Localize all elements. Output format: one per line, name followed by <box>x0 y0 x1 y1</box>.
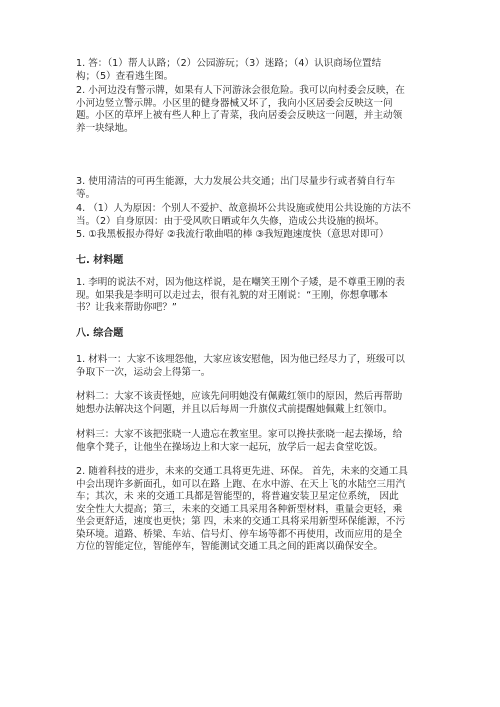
answer-3 <box>76 176 422 201</box>
answer-5-line: 5. ①我黑板报办得好 ②我流行歌曲唱的棒 ③我短跑速度快（意思对即可） <box>76 229 389 240</box>
section-7-answer-1 <box>76 277 422 315</box>
answer-2 <box>76 85 422 135</box>
section-8-line: 中会出现许多新面孔，如可以在路 上跑、在水中游、在天上飞的水陆空三用汽 <box>76 478 406 490</box>
section-8-line: 安全性大大提高；第三，未来的交通工具采用各种新型材料，重量会更轻，乘 <box>76 503 403 515</box>
section-8-answer-2 <box>76 466 422 554</box>
answer-4-line: 当。（2）自身原因：由于受风吹日晒或年久失修，造成公共设施的损坏。 <box>76 215 385 227</box>
section-8-line: 2. 随着科技的进步，未来的交通工具将更先进、环保。 首先，未来的交通工具 <box>76 466 408 477</box>
section-7-line: 1. 李明的说法不对，因为他这样说，是在嘲笑王刚个子矮，是不尊重王刚的表 <box>76 277 405 288</box>
section-8-line: 材料二：大家不该责怪她，应该先问明她没有佩戴红领巾的原因，然后再帮助 <box>76 391 403 402</box>
section-8-line: 她想办法解决这个问题，并且以后每周一升旗仪式前提醒她佩戴上红领巾。 <box>76 403 393 415</box>
section-8-line: 1. 材料一：大家不该埋怨他，大家应该安慰他，因为他已经尽力了，班级可以 <box>76 354 405 365</box>
section-8-heading: 八. 综合题 <box>76 328 124 339</box>
answer-4 <box>76 203 422 228</box>
answer-2-line: 小河边竖立警示牌。小区里的健身器械又坏了，我向小区居委会反映这一问 <box>76 97 393 109</box>
section-8-line: 坐会更舒适，速度也更快；第 四，未来的交通工具将采用新型环保能源，不污 <box>76 516 406 527</box>
section-8-material-2 <box>76 391 422 416</box>
answer-5 <box>76 229 422 242</box>
section-8-line: 他拿个凳子，让他坐在操场边上和大家一起玩，放学后一起去食堂吃饭。 <box>76 441 383 453</box>
answer-1-line: 1. 答：（1）帮人认路；（2）公园游玩；（3）迷路；（4）认识商场位置结 <box>76 58 382 69</box>
section-8-line: 染环境。道路、桥梁、车站、信号灯、停车场等都不再使用，改而应用的是全 <box>76 528 403 540</box>
answer-1 <box>76 58 422 83</box>
section-7-heading: 七. 材料题 <box>76 255 124 266</box>
answer-3-line: 3. 使用清洁的可再生能源，大力发展公共交通；出门尽量步行或者骑自行车 <box>76 176 396 187</box>
section-8-material-3 <box>76 429 422 454</box>
section-7-line: 书？让我来帮助你吧？” <box>76 302 177 313</box>
section-8-line: 争取下一次，运动会上得第一。 <box>76 366 211 378</box>
answer-3-line: 等。 <box>76 188 96 200</box>
section-8-line: 方位的智能定位，智能停车，智能测试交通工具之间的距离以确保安全。 <box>76 541 383 552</box>
section-8-material-1 <box>76 354 422 379</box>
answer-1-line: 构；（5）查看逃生图。 <box>76 70 174 82</box>
section-8-line: 材料三：大家不该把张晓一人遗忘在教室里。家可以搀扶张晓一起去操场，给 <box>76 429 403 440</box>
section-8-line: 车；其次，未 来的交通工具都是智能型的，将普遍安装卫星定位系统， 因此 <box>76 491 399 502</box>
answer-2-line: 题。小区的草坪上被有些人种上了青菜，我向居委会反映这一问题，并主动领 <box>76 110 403 121</box>
answer-2-line: 2. 小河边没有警示牌，如果有人下河游泳会很危险。我可以向村委会反映，在 <box>76 85 405 96</box>
section-7-line: 现。如果我是李明可以走过去，很有礼貌的对王刚说：“王刚，你想拿哪本 <box>76 289 388 301</box>
answer-4-line: 4. （1）人为原因：个别人不爱护、故意损坏公共设施或使用公共设施的方法不 <box>76 203 411 214</box>
answer-2-line: 养一块绿地。 <box>76 122 134 134</box>
